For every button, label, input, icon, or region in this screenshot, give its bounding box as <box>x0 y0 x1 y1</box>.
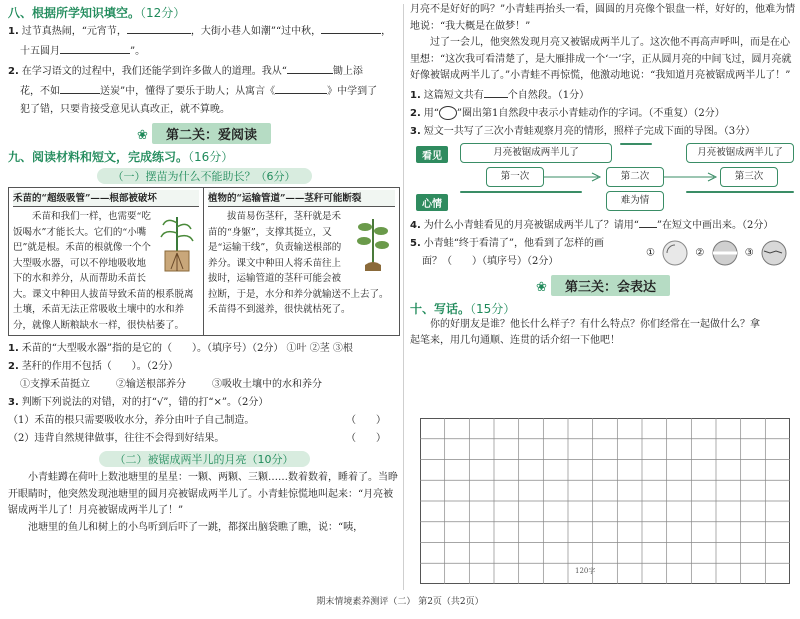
answer-blank[interactable] <box>127 21 191 34</box>
writing-prompt-2: 起笔来，用几句通顺、连贯的话介绍一下他吧！ <box>410 335 620 346</box>
circle-symbol-icon <box>439 106 457 120</box>
option-1[interactable]: ①叶 <box>286 343 307 354</box>
arrow-right-icon <box>664 171 720 183</box>
answer-paren[interactable]: （ ） <box>346 433 386 444</box>
section8-points: （12分） <box>140 6 186 20</box>
part1-q3 <box>8 394 400 412</box>
story-paragraph-2: 池塘里的鱼儿和树上的小鸟听到后吓了一跳，都探出脑袋瞧了瞧，说：“咦， <box>28 521 364 533</box>
story-paragraph-1: 小青蛙蹲在荷叶上数池塘里的星星：一颗、两颗、三颗……数着数着，睡着了。当睁开眼睛时，他突然发现池塘里的圆月亮被锯成两半儿了。小青蛙惊慌地叫起来：“月亮被锯成两半儿了！月亮被锯成两半儿了！” <box>8 472 398 516</box>
column-divider <box>403 4 404 590</box>
answer-blank[interactable] <box>287 61 333 74</box>
writing-prompt-1: 你的好朋友是谁？他长什么样子？有什么特点？你们经常在一起做什么？拿 <box>430 318 760 330</box>
q2-text: 锄上添 <box>332 66 363 77</box>
section10-title-text: 十、写话。 <box>410 301 471 316</box>
q1-text: 过节真热闹，“元宵节， <box>21 26 127 37</box>
q2-text: 》中学到了 <box>327 86 378 97</box>
part1-q1-text: 禾苗的“大型吸水器”指的是它的（ ）。（填序号）（2分） <box>21 343 284 354</box>
answer-blank[interactable] <box>60 41 130 54</box>
rice-root-illustration <box>155 213 199 275</box>
moon-with-geese-icon <box>760 239 788 267</box>
option-2[interactable]: ②输送根部养分 <box>116 379 186 390</box>
arrow-right-icon <box>544 171 604 183</box>
section8-title <box>8 4 400 21</box>
section8-q2-end: 犯了错，只要肯接受意见认真改正，就不算晚。 <box>20 104 230 115</box>
q-number: 3. <box>410 125 421 137</box>
answer-blank[interactable] <box>275 81 327 94</box>
part2-q5 <box>410 235 796 271</box>
part2-q4 <box>410 215 796 235</box>
q-number: 1. <box>410 89 421 101</box>
answer-blank[interactable] <box>60 81 100 94</box>
part2-q3-text: 短文一共写了三次小青蛙观察月亮的情形，照样子完成下面的导图。（3分） <box>423 125 756 137</box>
material-right-heading: 植物的“运输管道”——茎秆可能断裂 <box>208 190 395 207</box>
q-number: 2. <box>8 66 19 77</box>
part2-q2-text-b: ”圈出第1自然段中表示小青蛙动作的字词。（不重复）（2分） <box>456 107 725 119</box>
flower-icon: ❀ <box>536 279 547 295</box>
q1-text: ，大街小巷人如潮”“过中秋， <box>190 26 322 37</box>
q1-text: 十五圆月 <box>20 46 60 57</box>
statement-a: （1）禾苗的根只需要吸收水分，养分由叶子自己制造。 <box>8 415 255 426</box>
story-paragraph-3: 过了一会儿，他突然发现月亮又被锯成两半儿了。这次他不再高声呼叫，而是在心里想：“这次我可看清楚了，是大雁排成一个‘一’字，正从圆月亮的中间飞过，圆月亮就好像被锯成两半儿了。”小青蛙不再惊慌，他激动地说：“我知道月亮被锯成两半儿了！” <box>410 37 792 81</box>
option-3[interactable]: ③吸收土壤中的水和养分 <box>212 379 322 390</box>
banner-level2 <box>8 123 400 144</box>
option-2[interactable]: ②茎 <box>309 343 330 354</box>
map-heart-3-blank[interactable] <box>686 191 794 193</box>
map-see-2-blank[interactable] <box>620 143 652 145</box>
q-number: 4. <box>410 219 421 231</box>
section10-points: （15分） <box>470 301 516 316</box>
flower-icon: ❀ <box>137 128 148 143</box>
q2-text: 送炭”中，懂得了要乐于助人；从寓言《 <box>100 86 276 97</box>
option-2[interactable]: ② <box>695 247 705 258</box>
material-left-heading: 禾苗的“超级吸管”——根部被破坏 <box>13 190 199 207</box>
map-heart-2: 难为情 <box>606 191 664 211</box>
q1-text: ， <box>381 26 392 37</box>
moon-options <box>646 239 791 267</box>
part2-subtitle-text: （二）被锯成两半儿的月亮（10分） <box>99 451 310 467</box>
q-number: 2. <box>410 107 421 119</box>
map-see-1: 月亮被锯成两半儿了 <box>460 143 612 163</box>
writing-grid[interactable] <box>420 418 790 586</box>
option-1[interactable]: ①支撑禾苗挺立 <box>20 379 90 390</box>
part2-q2 <box>410 105 796 123</box>
part2-q4-text-b: ”在短文中画出来。（2分） <box>656 219 774 231</box>
material-left-text: 禾苗和我们一样，也需要“吃饭喝水”才能长大。它们的“小嘴巴”就是根。禾苗的根就像一个个大型吸水器，可以不停地吸收地下的水和养分，从而帮助禾苗长大。课文中种田人拔苗导致禾苗的根系脱离土壤，禾苗无法正常吸收土壤中的水和养分，就像人断粮缺水一样，很快枯萎了。 <box>13 211 194 331</box>
q-number: 1. <box>8 26 19 37</box>
section8-q2-cont <box>8 81 400 101</box>
part1-q3-b <box>8 430 400 448</box>
section8-title-text: 八、根据所学知识填空。 <box>8 6 141 20</box>
q-number: 5. <box>410 237 421 249</box>
material-right <box>204 188 399 335</box>
q1-text: ”。 <box>130 46 146 57</box>
q-number: 3. <box>8 397 19 408</box>
part1-q2 <box>8 358 400 376</box>
part2-subtitle <box>8 451 400 467</box>
part1-q2-options <box>8 376 400 394</box>
map-second: 第二次 <box>606 167 664 187</box>
mind-map <box>410 143 796 213</box>
wavy-line-symbol <box>639 215 657 228</box>
map-label-heart: 心情 <box>416 194 448 211</box>
map-heart-1-blank[interactable] <box>460 191 582 193</box>
part1-q3-text: 判断下列说法的对错，对的打“√”，错的打“×”。（2分） <box>21 397 269 408</box>
split-moon-icon <box>711 239 739 267</box>
section10-title <box>410 300 796 317</box>
banner-level3-label: 第三关：会表达 <box>551 275 670 296</box>
plant-stem-illustration <box>351 213 395 275</box>
part2-q4-text: 为什么小青蛙看见的月亮被锯成两半儿了？请用“ <box>423 219 639 231</box>
q2-text: 花，不如 <box>20 86 60 97</box>
section8-q1-cont <box>8 41 400 61</box>
map-third: 第三次 <box>720 167 778 187</box>
statement-b: （2）违背自然规律做事，往往不会得到好结果。 <box>8 433 225 444</box>
page-footer: 期末情境素养测评（二） 第2页（共2页） <box>316 597 484 607</box>
option-3[interactable]: ③根 <box>332 343 353 354</box>
part2-q3 <box>410 123 796 141</box>
section8-q1 <box>8 21 400 41</box>
word-count-mark: 120字 <box>575 567 596 575</box>
q-number: 1. <box>8 343 19 354</box>
answer-paren[interactable]: （ ） <box>346 415 386 426</box>
answer-blank[interactable] <box>484 85 508 98</box>
part2-q1-text: 这篇短文共有 <box>423 89 484 101</box>
material-left <box>9 188 204 335</box>
banner-level3 <box>410 275 796 296</box>
option-1[interactable]: ① <box>646 247 655 258</box>
material-right-text: 拔苗易伤茎秆，茎秆就是禾苗的“身躯”，支撑其挺立，又是“运输干线”，负责输送根部的养分。课文中种田人将禾苗往上拔时，运输管道的茎秆可能会被拉断，于是，水分和养分就输送不上去了。禾苗得不到滋养，很快就枯死了。 <box>208 211 389 315</box>
part2-q5-text-b: 面？（ ）（填序号）（2分） <box>422 255 559 267</box>
map-label-see: 看见 <box>416 146 448 163</box>
part2-q5-text: 小青蛙“终于看清了”，他看到了怎样的画 <box>423 237 604 249</box>
section8-q2 <box>8 61 400 81</box>
part1-subtitle-text: （一）摆苗为什么不能助长？（6分） <box>97 168 312 184</box>
part1-subtitle <box>8 168 400 184</box>
option-3[interactable]: ③ <box>744 247 754 258</box>
q2-text: 在学习语文的过程中，我们还能学到许多做人的道理。我从“ <box>21 66 287 77</box>
map-first: 第一次 <box>486 167 544 187</box>
part1-q3-a <box>8 412 400 430</box>
section9-title-text: 九、阅读材料和短文，完成练习。 <box>8 150 189 164</box>
part2-q1 <box>410 85 796 105</box>
answer-blank[interactable] <box>321 21 381 34</box>
part2-q1-text-b: 个自然段。（1分） <box>507 89 590 101</box>
half-moon-icon <box>661 239 689 267</box>
map-see-3: 月亮被锯成两半儿了 <box>686 143 794 163</box>
section9-title <box>8 148 400 165</box>
part1-q1 <box>8 340 400 358</box>
left-column <box>8 0 400 536</box>
part1-q2-text: 茎秆的作用不包括（ ）。（2分） <box>21 361 179 372</box>
q-number: 2. <box>8 361 19 372</box>
section9-points: （16分） <box>188 150 234 164</box>
part2-q2-text: 用“ <box>423 107 439 119</box>
right-column <box>410 0 796 350</box>
story-paragraph-2-cont: 月亮不是好好的吗？”小青蛙再抬头一看，圆圆的月亮像个银盘一样，好好的，他难为情地说：“我大概是在做梦！” <box>410 4 796 32</box>
material-table <box>8 187 400 336</box>
banner-level2-label: 第二关：爱阅读 <box>152 123 271 144</box>
